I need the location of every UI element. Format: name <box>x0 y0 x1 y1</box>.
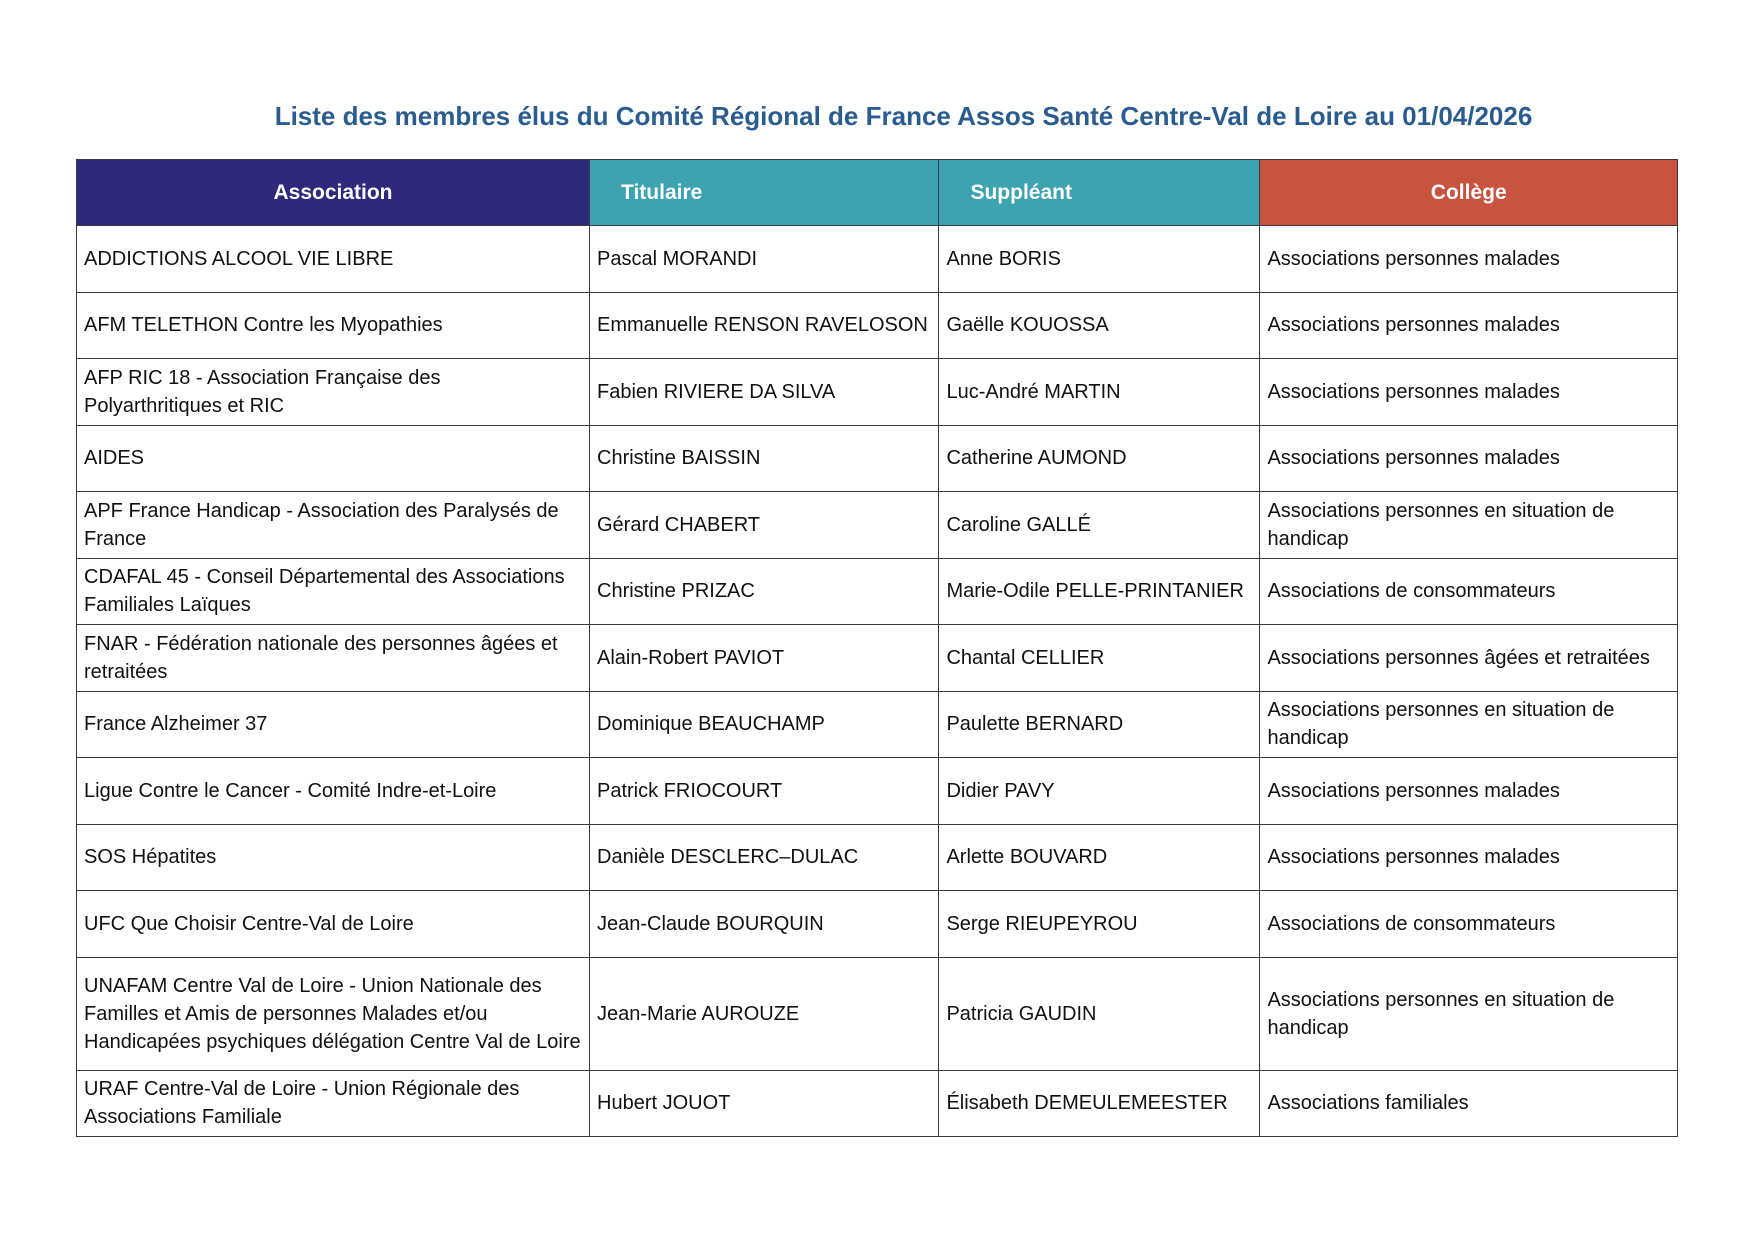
members-table <box>76 159 1678 1137</box>
cell-association: SOS Hépatites <box>77 824 590 891</box>
cell-association: UNAFAM Centre Val de Loire - Union Nationale des Familles et Amis de personnes Malades et/ou Handicapées psychiques délégation Centre Val de Loire <box>77 957 590 1070</box>
cell-association: UFC Que Choisir Centre-Val de Loire <box>77 891 590 958</box>
cell-college: Associations personnes en situation de handicap <box>1260 957 1678 1070</box>
cell-college: Associations personnes malades <box>1260 359 1678 426</box>
table-row <box>77 957 1678 1070</box>
cell-college: Associations de consommateurs <box>1260 891 1678 958</box>
table-row <box>77 824 1678 891</box>
header-association: Association <box>77 160 590 226</box>
table-row <box>77 691 1678 758</box>
cell-suppleant: Patricia GAUDIN <box>939 957 1260 1070</box>
cell-titulaire: Gérard CHABERT <box>590 492 939 559</box>
cell-college: Associations personnes en situation de handicap <box>1260 492 1678 559</box>
cell-association: AFP RIC 18 - Association Française des Polyarthritiques et RIC <box>77 359 590 426</box>
cell-titulaire: Pascal MORANDI <box>590 226 939 293</box>
cell-titulaire: Christine BAISSIN <box>590 425 939 492</box>
cell-association: FNAR - Fédération nationale des personnes âgées et retraitées <box>77 625 590 692</box>
cell-association: AFM TELETHON Contre les Myopathies <box>77 292 590 359</box>
cell-titulaire: Emmanuelle RENSON RAVELOSON <box>590 292 939 359</box>
cell-association: CDAFAL 45 - Conseil Départemental des Associations Familiales Laïques <box>77 558 590 625</box>
cell-college: Associations personnes malades <box>1260 758 1678 825</box>
cell-college: Associations de consommateurs <box>1260 558 1678 625</box>
document-title: Liste des membres élus du Comité Régional de France Assos Santé Centre-Val de Loire au 01/04/2026 <box>274 101 1533 132</box>
cell-titulaire: Jean-Claude BOURQUIN <box>590 891 939 958</box>
cell-association: URAF Centre-Val de Loire - Union Régionale des Associations Familiale <box>77 1070 590 1137</box>
cell-association: APF France Handicap - Association des Paralysés de France <box>77 492 590 559</box>
cell-college: Associations personnes en situation de handicap <box>1260 691 1678 758</box>
cell-suppleant: Arlette BOUVARD <box>939 824 1260 891</box>
cell-titulaire: Jean-Marie AUROUZE <box>590 957 939 1070</box>
table-row <box>77 359 1678 426</box>
table-row <box>77 226 1678 293</box>
header-suppleant: Suppléant <box>939 160 1260 226</box>
cell-college: Associations personnes malades <box>1260 292 1678 359</box>
cell-suppleant: Didier PAVY <box>939 758 1260 825</box>
cell-titulaire: Dominique BEAUCHAMP <box>590 691 939 758</box>
header-college: Collège <box>1260 160 1678 226</box>
table-row <box>77 558 1678 625</box>
cell-suppleant: Chantal CELLIER <box>939 625 1260 692</box>
table-row <box>77 292 1678 359</box>
cell-suppleant: Paulette BERNARD <box>939 691 1260 758</box>
table-row <box>77 492 1678 559</box>
cell-association: AIDES <box>77 425 590 492</box>
cell-college: Associations personnes malades <box>1260 425 1678 492</box>
table-row <box>77 425 1678 492</box>
cell-titulaire: Fabien RIVIERE DA SILVA <box>590 359 939 426</box>
table-row <box>77 1070 1678 1137</box>
cell-suppleant: Élisabeth DEMEULEMEESTER <box>939 1070 1260 1137</box>
cell-suppleant: Gaëlle KOUOSSA <box>939 292 1260 359</box>
cell-suppleant: Anne BORIS <box>939 226 1260 293</box>
cell-titulaire: Patrick FRIOCOURT <box>590 758 939 825</box>
table-header-row <box>77 160 1678 226</box>
cell-suppleant: Luc-André MARTIN <box>939 359 1260 426</box>
cell-college: Associations personnes âgées et retraitées <box>1260 625 1678 692</box>
cell-college: Associations personnes malades <box>1260 226 1678 293</box>
cell-association: Ligue Contre le Cancer - Comité Indre-et-Loire <box>77 758 590 825</box>
table-row <box>77 625 1678 692</box>
cell-titulaire: Danièle DESCLERC–DULAC <box>590 824 939 891</box>
table-row <box>77 758 1678 825</box>
cell-titulaire: Alain-Robert PAVIOT <box>590 625 939 692</box>
cell-college: Associations personnes malades <box>1260 824 1678 891</box>
table-row <box>77 891 1678 958</box>
cell-suppleant: Marie-Odile PELLE-PRINTANIER <box>939 558 1260 625</box>
cell-suppleant: Catherine AUMOND <box>939 425 1260 492</box>
cell-association: ADDICTIONS ALCOOL VIE LIBRE <box>77 226 590 293</box>
header-titulaire: Titulaire <box>590 160 939 226</box>
cell-suppleant: Serge RIEUPEYROU <box>939 891 1260 958</box>
cell-titulaire: Hubert JOUOT <box>590 1070 939 1137</box>
cell-association: France Alzheimer 37 <box>77 691 590 758</box>
cell-suppleant: Caroline GALLÉ <box>939 492 1260 559</box>
cell-college: Associations familiales <box>1260 1070 1678 1137</box>
cell-titulaire: Christine PRIZAC <box>590 558 939 625</box>
